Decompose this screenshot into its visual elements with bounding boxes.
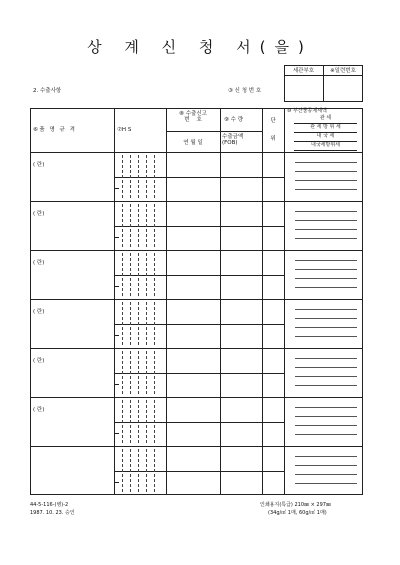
form-code: 44-5-116-(병)-2 [30, 502, 69, 508]
tax-entry-line [295, 220, 357, 221]
tax-entry-line [295, 416, 357, 417]
application-number-label: ③ 신 청 번 호 [228, 88, 262, 94]
date-header: 연 월 일 [183, 140, 203, 146]
row-label: ( 란) [33, 358, 45, 364]
section-label: 2. 수출사항 [33, 88, 62, 94]
customs-code-label: 세관부호 [292, 68, 315, 74]
row-label: ( 란) [33, 162, 45, 168]
tax-entry-line [295, 269, 357, 270]
tax-row-customs-defense: 관 세 방 위 세 [310, 124, 341, 130]
tax-entry-line [295, 367, 357, 368]
unit-header-2: 위 [270, 136, 276, 142]
tax-entry-line [295, 260, 357, 261]
tax-entry-line [295, 189, 357, 190]
tax-entry-line [295, 425, 357, 426]
tax-entry-line [295, 278, 357, 279]
tax-entry-line [295, 162, 357, 163]
paper-weight: (34g/㎡ 1매, 60g/㎡ 1매) [268, 510, 327, 516]
tax-entry-line [295, 211, 357, 212]
export-declaration-header: ⑧ 수출신고 번 호 [179, 111, 207, 123]
tax-entry-line [295, 465, 357, 466]
serial-number-label: ※일련번호 [330, 68, 356, 74]
paper-spec: 인쇄용지(특급) 210㎜ × 297㎜ [260, 502, 331, 508]
tax-entry-line [295, 180, 357, 181]
export-amount-header: 수출금액 (FOB) [222, 134, 244, 146]
tax-entry-line [295, 318, 357, 319]
tax-entry-line [295, 229, 357, 230]
tax-entry-line [295, 287, 357, 288]
tax-entry-line [295, 238, 357, 239]
tax-entry-line [295, 309, 357, 310]
main-table [30, 108, 363, 495]
tax-entry-line [295, 474, 357, 475]
tax-row-internal: 내 국 세 [316, 133, 335, 139]
tax-entry-line [295, 456, 357, 457]
row-label: ( 란) [33, 211, 45, 217]
tax-row-internal-defense: 내국세방위세 [311, 142, 340, 148]
tax-entry-line [295, 171, 357, 172]
row-label: ( 란) [33, 407, 45, 413]
tax-entry-line [295, 483, 357, 484]
tax-entry-line [295, 358, 357, 359]
tax-entry-line [295, 376, 357, 377]
approval-date: 1987. 10. 23. 승인 [30, 510, 75, 516]
tax-entry-line [295, 327, 357, 328]
tax-entry-line [295, 434, 357, 435]
row-label: ( 란) [33, 309, 45, 315]
hs-header: ⑦H S [117, 127, 132, 133]
tax-entry-line [295, 407, 357, 408]
form-title: 상 계 신 청 서(을) [87, 38, 313, 56]
row-label: ( 란) [33, 260, 45, 266]
tax-entry-line [295, 336, 357, 337]
tax-row-customs: 관 세 [319, 115, 332, 121]
quantity-header: ⑨ 수 량 [224, 117, 244, 123]
tax-entry-line [295, 385, 357, 386]
item-spec-header: ⑥품 명 규 격 [33, 127, 77, 133]
unit-header: 단 [270, 118, 276, 124]
byproduct-tax-header: ⑩ 부산물공제세액 [287, 108, 327, 114]
